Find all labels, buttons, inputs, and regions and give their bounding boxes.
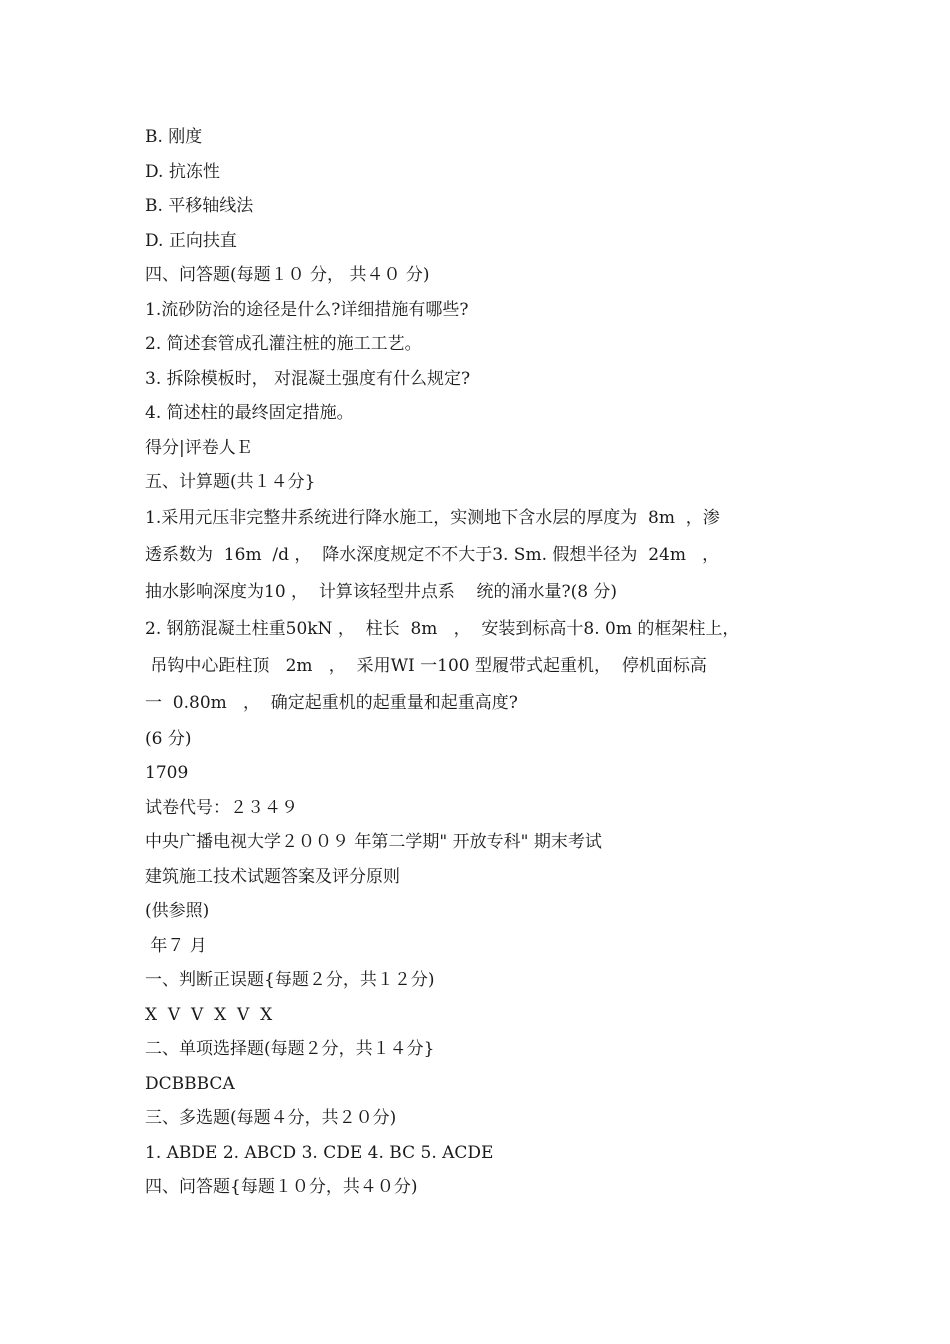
question-1: 1.流砂防治的途径是什么?详细措施有哪些? [145,299,469,320]
section-heading-qa: 四、问答题(每题１０ 分， 共４０ 分) [145,265,430,285]
answer-section-1-heading: 一、判断正误题{每题２分，共１２分) [145,970,435,990]
reference-note: (供参照) [145,901,210,921]
score-grader-line: 得分|评卷人Ｅ [145,437,253,458]
question-4: 4. 简述柱的最终固定措施。 [145,403,354,423]
option-d-frost-resistance: D. 抗冻性 [145,161,220,182]
answer-section-3-values: 1. ABDE 2. ABCD 3. CDE 4. BC 5. ACDE [145,1142,494,1163]
exam-title: 中央广播电视大学２００９ 年第二学期" 开放专科" 期末考试 [145,832,602,852]
calc-question-2-points: (6 分) [145,728,192,749]
calc-question-2-line-1: 2. 钢筋混凝土柱重50kN ， 柱长 8m ， 安装到标高十8. 0m 的框架柱上， [145,618,740,639]
calc-question-1-line-2: 透系数为 16m /d ， 降水深度规定不不大于3. Sm. 假想半径为 24m ， [145,544,720,565]
date-line: 年７ 月 [145,935,207,956]
answer-section-3-heading: 三、多选题(每题４分，共２０分) [145,1108,397,1128]
option-d-forward-straighten: D. 正向扶直 [145,230,237,251]
answer-section-2-values: DCBBBCA [145,1073,235,1094]
section-heading-calc: 五、计算题(共１４分} [145,472,316,492]
answer-section-2-heading: 二、单项选择题(每题２分，共１４分} [145,1039,435,1059]
answer-section-1-values: X V V X V X [145,1004,273,1025]
question-2: 2. 简述套管成孔灌注桩的施工工艺。 [145,334,422,354]
calc-question-1-line-1: 1.采用元压非完整井系统进行降水施工，实测地下含水层的厚度为 8m ，渗 [145,507,720,528]
document-body [145,120,845,1205]
page-number: 1709 [145,763,189,783]
option-b-stiffness: B. 刚度 [145,127,203,147]
answer-key-title: 建筑施工技术试题答案及评分原则 [145,866,400,887]
calc-question-1-line-3: 抽水影响深度为10 ， 计算该轻型井点系 统的涌水量?(8 分) [145,581,618,602]
answer-section-4-heading: 四、问答题{每题１０分，共４０分) [145,1177,418,1197]
calc-question-2-line-3: 一 0.80m ， 确定起重机的起重量和起重高度? [145,692,518,713]
paper-code: 试卷代号：２３４９ [145,797,298,818]
question-3: 3. 拆除模板时， 对混凝土强度有什么规定? [145,368,471,389]
calc-question-2-line-2: 吊钩中心距柱顶 2m ， 采用WI 一100 型履带式起重机， 停机面标高 [145,655,707,676]
option-b-axis-shift: B. 平移轴线法 [145,196,254,216]
